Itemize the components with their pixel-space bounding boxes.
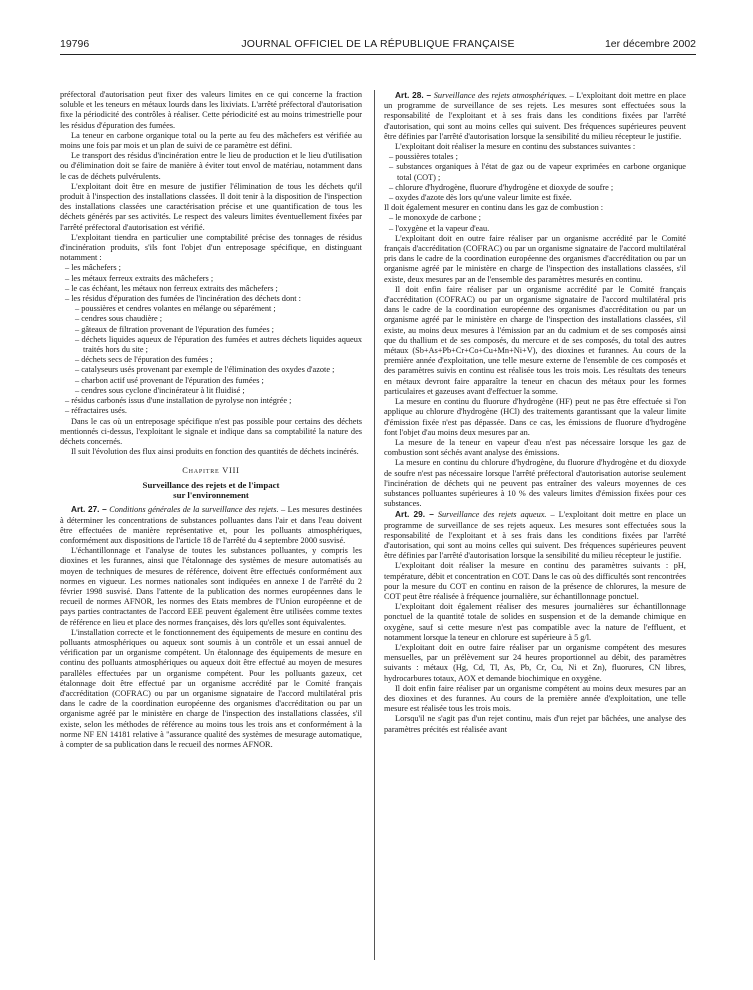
article-28-intro: Art. 28. – Surveillance des rejets atmosphériques. – L'exploitant doit mettre en place un programme de surveillance de ses rejets. Les mesures sont effectuées sous la responsabilité de l'exploitant et à ses frais dans les conditions fixées par l'arrêté d'autorisation, qui sont au moins celles qui suivent. Des fréquences supérieures peuvent être définies par l'arrêté d'autorisation lorsque la sensibilité du milieu récepteur le justifie. (384, 90, 686, 141)
header-rule (60, 54, 696, 55)
sub-list-item: – cendres sous chaudière ; (75, 314, 163, 324)
paragraph: Il doit enfin faire réaliser par un organisme compétent au moins deux mesures par an des dioxines et des furannes. Au cours de la première année d'exploitation, une telle mesure est réalisée tous les trois mois. (384, 683, 686, 714)
article-29-intro: Art. 29. – Surveillance des rejets aqueux. – L'exploitant doit mettre en place un programme de surveillance de ses rejets aqueux. Les mesures sont effectuées sous la responsabilité de l'exploitant et à ses frais dans les conditions fixées par l'arrêté d'autorisation, qui sont au moins celles qui suivent. Des fréquences supérieures peuvent être définies par l'arrêté d'autorisation lorsque la sensibilité du milieu récepteur le justifie. (384, 509, 686, 561)
chapter-heading: Chapitre VIII (182, 466, 240, 476)
list-item: – le cas échéant, les métaux non ferreux extraits des mâchefers ; (65, 283, 278, 293)
paragraph: L'exploitant doit en outre faire réaliser par un organisme compétent des mesures mensuelles, par un prélèvement sur 24 heures proportionnel au débit, des paramètres suivants : métaux (Hg, Cd, Tl, As, Pb, Cr, Cu, Ni et Zn), fluorures, CN libres, hydrocarbures totaux, AOX et demande biochimique en oxygène. (384, 642, 686, 683)
sub-list-item: – déchets liquides aqueux de l'épuration des fumées et autres déchets liquides aqueux traités hors du site ; (75, 334, 362, 355)
paragraph: L'exploitant doit être en mesure de justifier l'élimination de tous les déchets qu'il produit à l'inspection des installations classées. Il doit tenir à la disposition de l'inspection des installations classées une caractérisation précise et une quantification de tous les déchets générés par ses activités. Le respect des valeurs limites éventuellement fixées par l'arrêté préfectoral d'autorisation est vérifié. (60, 181, 362, 232)
sub-list-item: – poussières et cendres volantes en mélange ou séparément ; (75, 304, 276, 314)
paragraph: Il suit l'évolution des flux ainsi produits en fonction des quantités de déchets incinérés. (71, 447, 359, 457)
paragraph: Il doit enfin faire réaliser par un organisme accrédité par le Comité français d'accréditation (COFRAC) ou par un organisme signataire de l'accord multilatéral pris dans le cadre de la coordination européenne des organismes d'accréditation ou par un organisme agréé par le ministère en charge de l'inspection des installations classées, s'il existe, au moins deux mesures à l'émission par an du cadmium et de ses composés ainsi que du thallium et de ses composés, du mercure et de ses composés, du total des autres métaux (Sb+As+Pb+Cr+Co+Cu+Mn+Ni+V), des dioxines et furannes. Au cours de la première année d'exploitation, une telle mesure externe de l'ensemble de ces composés et des paramètres suivis en continu est réalisée tous les trois mois. Les résultats des teneurs en métaux devront faire apparaître la teneur en chacun des métaux pour les formes particulaires et gazeuses avant d'effectuer la somme. (384, 284, 686, 396)
paragraph: préfectoral d'autorisation peut fixer des valeurs limites en ce qui concerne la fraction soluble et les teneurs en métaux lourds dans les lixiviats. L'arrêté préfectoral d'autorisation fixe la périodicité des contrôles à réaliser. Cette périodicité est au moins trimestrielle pour les résidus d'épuration des fumées. (60, 90, 362, 130)
article-title: Surveillance des rejets atmosphériques. (433, 91, 567, 100)
list-item: – l'oxygène et la vapeur d'eau. (389, 223, 490, 233)
sub-list-item: – gâteaux de filtration provenant de l'épuration des fumées ; (75, 324, 274, 334)
list-item: – chlorure d'hydrogène, fluorure d'hydrogène et dioxyde de soufre ; (389, 182, 614, 192)
list-item: – substances organiques à l'état de gaz ou de vapeur exprimées en carbone organique total (COT) ; (389, 162, 686, 182)
paragraph: La mesure de la teneur en vapeur d'eau n'est pas nécessaire lorsque les gaz de combustion sont séchés avant analyse des émissions. (384, 437, 686, 458)
page-header (60, 38, 696, 52)
chapter-title-line: sur l'environnement (173, 489, 249, 500)
sub-list-item: – cendres sous cyclone d'incinérateur à lit fluidisé ; (75, 385, 245, 395)
paragraph: Lorsqu'il ne s'agit pas d'un rejet continu, mais d'un rejet par bâchées, une analyse des paramètres précités est réalisée avant (384, 714, 686, 734)
chapter-title (60, 480, 362, 501)
paragraph: Dans le cas où un entreposage spécifique n'est pas possible pour certains des déchets mentionnés ci-dessus, l'exploitant le signale et indique dans sa comptabilité la nature des déchets concernés. (60, 416, 362, 446)
page-number: 19796 (60, 38, 90, 50)
paragraph: L'exploitant tiendra en particulier une comptabilité précise des tonnages de résidus d'incinération produits, s'ils font l'objet d'un entreposage spécifique, en distinguant notamment : (60, 232, 362, 263)
article-number: Art. 27. – (71, 504, 107, 515)
sub-list-item: – déchets secs de l'épuration des fumées ; (75, 355, 213, 365)
article-title: Conditions générales de la surveillance des rejets. (109, 505, 279, 515)
article-title: Surveillance des rejets aqueux. (437, 510, 547, 520)
paragraph: L'échantillonnage et l'analyse de toutes les substances polluantes, y compris les dioxines et les furannes, ainsi que l'étalonnage des systèmes de mesure automatisés au moyen de techniques de mesures de référence, doivent être effectués conformément aux normes en vigueur. Les normes nationales sont indiquées en annexe I de l'arrêté du 2 février 1998 susvisé. Dans l'attente de la publication des normes européennes dans le recueil de normes AFNOR, les normes des Etats membres de l'Union européenne et de pays parties contractantes de l'accord EEE peuvent également être utilisées comme textes de référence en lieu et place des normes françaises, dès lors qu'elles sont équivalentes. (60, 546, 362, 627)
article-number: Art. 29. – (395, 509, 434, 520)
list-item: – oxydes d'azote dès lors qu'une valeur limite est fixée. (389, 193, 572, 203)
paragraph: L'exploitant doit en outre faire réaliser par un organisme accrédité par le Comité français d'accréditation (COFRAC) ou par un organisme signataire de l'accord multilatéral pris dans le cadre de la coordination européenne des organismes d'accréditation ou par un organisme agréé par le ministère en charge de l'inspection des installations classées, s'il existe, deux mesures par an de l'ensemble des paramètres mesurés en continu. (384, 233, 686, 284)
list-item: – les mâchefers ; (65, 263, 121, 273)
list-item: – les résidus d'épuration des fumées de l'incinération des déchets dont : (65, 294, 301, 304)
list-item: – le monoxyde de carbone ; (389, 213, 481, 223)
chapter-title-line: Surveillance des rejets et de l'impact (142, 479, 280, 490)
combustion-gas-list (384, 213, 686, 233)
column-separator (374, 90, 375, 960)
article-27-intro: Art. 27. – Conditions générales de la surveillance des rejets. – Les mesures destinées à déterminer les concentrations de substances polluantes dans l'air et dans l'eau doivent être effectuées de manière représentative et, pour les polluants atmosphériques, conformément aux dispositions de l'article 18 de l'arrêté du 4 septembre 2000 susvisé. (60, 504, 362, 545)
list-item: – poussières totales ; (389, 152, 458, 162)
paragraph: La mesure en continu du fluorure d'hydrogène (HF) peut ne pas être effectuée si l'on applique au chlorure d'hydrogène (HCl) des traitements garantissant que la valeur limite d'émission fixée n'est pas dépassée. Dans ce cas, les émissions de fluorure d'hydrogène font l'objet d'au moins deux mesures par an. (384, 397, 686, 437)
list-item: – réfractaires usés. (65, 406, 127, 416)
article-text: L'exploitant doit mettre en place un programme de surveillance de ses rejets aqueux. Les mesures sont effectuées sous la responsabilité de l'exploitant et à ses frais dans les conditions fixées par l'arrêté d'autorisation, qui sont au moins celles qui suivent. Des fréquences supérieures peuvent être définies par l'arrêté d'autorisation lorsque la sensibilité du milieu récepteur le justifie. (384, 510, 686, 561)
paragraph: La teneur en carbone organique total ou la perte au feu des mâchefers est vérifiée au moins une fois par mois et un plan de suivi de ce paramètre est défini. (60, 130, 362, 151)
right-column (384, 90, 686, 970)
list-item: – les métaux ferreux extraits des mâchefers ; (65, 273, 214, 283)
list-item: – résidus carbonés issus d'une installation de pyrolyse non intégrée ; (65, 396, 292, 406)
paragraph: Il doit également mesurer en continu dans les gaz de combustion : (384, 203, 604, 213)
sub-list-item: – charbon actif usé provenant de l'épuration des fumées ; (75, 375, 264, 385)
publication-date: 1er décembre 2002 (604, 38, 696, 50)
paragraph: La mesure en continu du chlorure d'hydrogène, du fluorure d'hydrogène et du dioxyde de soufre n'est pas nécessaire lorsque l'arrêté préfectoral d'autorisation autorise seulement l'incinération de déchets qui ne peuvent pas entraîner des valeurs moyennes de ces substances polluantes supérieures à 10 % des valeurs limites d'émission fixées pour ces substances. (384, 458, 686, 509)
residue-list (60, 263, 362, 416)
journal-title: JOURNAL OFFICIEL DE LA RÉPUBLIQUE FRANÇAISE (241, 38, 515, 50)
continuous-measure-list (384, 152, 686, 203)
article-number: Art. 28. – (395, 90, 432, 100)
paragraph: L'exploitant doit réaliser la mesure en continu des paramètres suivants : pH, température, débit et concentration en COT. Dans le cas où des difficultés sont rencontrées pour la mesure du COT en continu en raison de la présence de chlorures, la mesure de COT peut être réalisée à fréquence journalière, sur échantillonnage ponctuel. (384, 561, 686, 601)
article-text: Les mesures destinées à déterminer les concentrations de substances polluantes dans l'air et dans l'eau doivent être effectuées de manière représentative et, pour les polluants atmosphériques, conformément aux dispositions de l'article 18 de l'arrêté du 4 septembre 2000 susvisé. (60, 505, 362, 545)
paragraph: L'installation correcte et le fonctionnement des équipements de mesure en continu des polluants atmosphériques ou aqueux sont soumis à un contrôle et un essai annuel de vérification par un organisme compétent. Un étalonnage des équipements de mesure en continu des polluants atmosphériques ou aqueux doit être effectué au moyen de mesures parallèles effectuées par un organisme compétent. Pour les polluants gazeux, cet étalonnage doit être effectué par un organisme accrédité par le Comité français d'accréditation (COFRAC) ou par un organisme signataire de l'accord multilatéral pris dans le cadre de la coordination européenne des organismes d'accréditation ou par un organisme agréé par le ministère en charge de l'inspection des installations classées, s'il existe, selon les méthodes de référence au moins tous les trois ans et conformément à la norme NF EN 14181 relative à "assurance qualité des systèmes de mesurage automatique, à compter de sa publication dans le recueil des normes AFNOR. (60, 627, 362, 749)
paragraph: L'exploitant doit réaliser la mesure en continu des substances suivantes : (395, 142, 636, 152)
paragraph: L'exploitant doit également réaliser des mesures journalières sur échantillonnage ponctuel de la quantité totale de solides en suspension et de la demande chimique en oxygène, sauf si cette mesure n'est pas compatible avec la nature de l'effluent, et notamment lorsque la teneur en chlorure est supérieure à 5 g/l. (384, 602, 686, 642)
sub-list-item: – catalyseurs usés provenant par exemple de l'élimination des oxydes d'azote ; (75, 365, 335, 375)
paragraph: Le transport des résidus d'incinération entre le lieu de production et le lieu d'utilisation ou d'élimination doit se faire de manière à éviter tout envol de matériau, notamment dans le cas de déchets pulvérulents. (60, 151, 362, 181)
left-column (60, 90, 362, 970)
article-text: L'exploitant doit mettre en place un programme de surveillance de ses rejets. Les mesures sont effectuées sous la responsabilité de l'exploitant et à ses frais dans les conditions fixées par l'arrêté d'autorisation, qui sont au moins celles qui suivent. Des fréquences supérieures peuvent être définies par l'arrêté d'autorisation lorsque la sensibilité du milieu récepteur le justifie. (384, 91, 686, 141)
